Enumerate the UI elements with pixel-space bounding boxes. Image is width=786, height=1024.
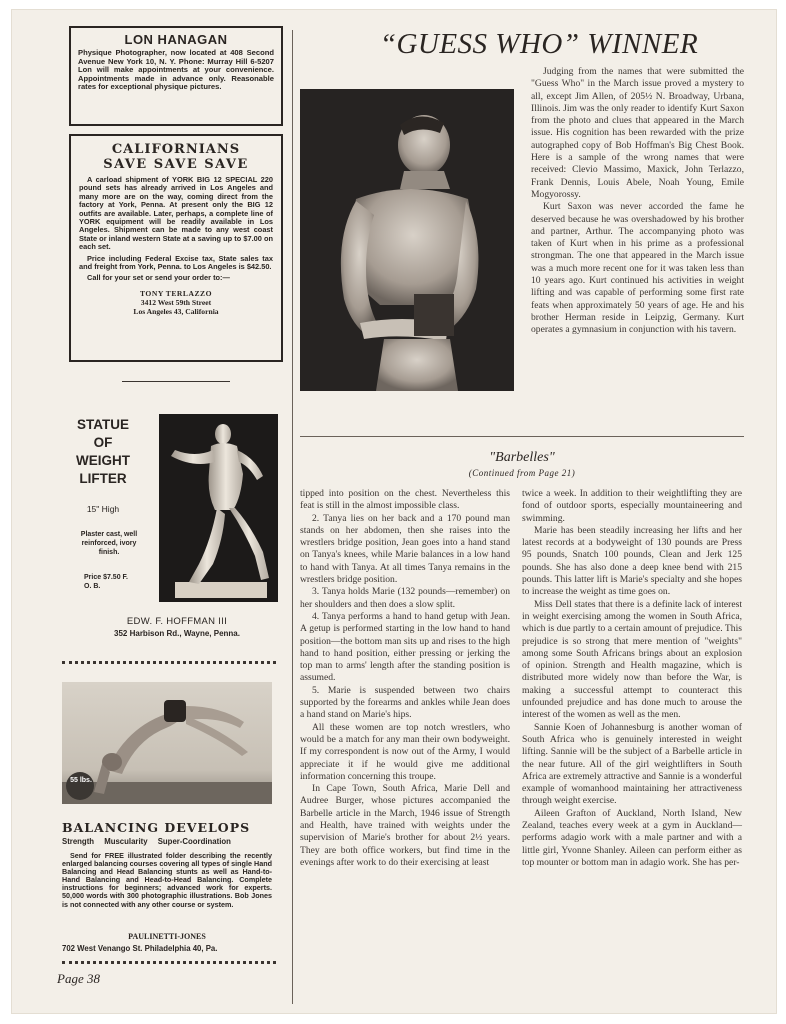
lon-hanagan-ad bbox=[69, 26, 283, 126]
balancing-title: BALANCING DEVELOPS bbox=[62, 820, 251, 835]
statue-seller: EDW. F. HOFFMAN III bbox=[126, 616, 228, 627]
statue-title bbox=[62, 416, 144, 488]
column-divider bbox=[292, 30, 293, 1004]
californians-body-2: Price including Federal Excise tax, State sales tax and freight from York, Penna. to Los Angeles is $42.50. bbox=[79, 253, 273, 272]
californians-body-3: Call for your set or send your order to:— bbox=[87, 273, 230, 283]
barbelles-col2-paragraph: twice a week. In addition to their weightlifting they are fond of outdoor sports, especially mountaineering and swimming. bbox=[522, 488, 742, 524]
kurt-saxon-figure bbox=[300, 89, 514, 391]
californians-address-2: Los Angeles 43, California bbox=[133, 306, 219, 316]
balancing-photo bbox=[62, 682, 272, 804]
californians-address-1: 3412 West 59th Street bbox=[140, 297, 212, 307]
barbelles-col1-paragraph: 4. Tanya performs a hand to hand getup with Jean. A getup is performed starting in the low hand to hand position—the bottom man sits up and rises to the high hand to hand position, either pressing or jerking the top man to arms' length after the standing position is assumed. bbox=[300, 610, 510, 684]
balancing-address: 702 West Venango St. Philadelphia 40, Pa. bbox=[62, 944, 218, 953]
balancing-weight-label: 55 lbs. bbox=[70, 777, 92, 784]
statue-material: Plaster cast, well reinforced, ivory finish. bbox=[80, 531, 138, 556]
statue-title-line-4: LIFTER bbox=[79, 471, 127, 486]
left-divider-3 bbox=[62, 961, 276, 964]
californians-headline: SAVE SAVE SAVE bbox=[103, 157, 249, 172]
statue-ad bbox=[62, 414, 292, 654]
barbelles-col2-paragraph: Sannie Koen of Johannesburg is another woman of South Africa who is genuinely interested in weight lifting. Sannie will be the subject of a Barbelle article in the near future. All of the girl weightlifters in South Africa are extremely attractive and Sannie is a wonderful example of womanhood maintaining her attractiveness through weight exercise. bbox=[522, 721, 742, 807]
statue-photo bbox=[159, 414, 278, 602]
balancing-subtitle: Strength Muscularity Super-Coordination bbox=[62, 837, 231, 846]
left-divider-2 bbox=[62, 661, 276, 664]
barbelles-column-1 bbox=[300, 488, 510, 869]
guess-who-bottom-rule bbox=[300, 436, 744, 437]
barbelles-col2-paragraph: Marie has been steadily increasing her lifts and her latest records at a bodyweight of 130 pounds are Press 95 pounds, Snatch 100 pounds, Clean and Jerk 125 pounds. She has also done a deep knee bend with 215 pounds. This latter lift is Marie's specialty and she hopes to increase the weight as time goes on. bbox=[522, 524, 742, 598]
barbelles-col1-paragraph: All these women are top notch wrestlers, who would be a match for any man their own bodyweight. If my correspondent is now out of the Army, I would appreciate it if he would give me additional information concerning this troupe. bbox=[300, 721, 510, 782]
statue-address: 352 Harbison Rd., Wayne, Penna. bbox=[114, 629, 240, 638]
californians-ad bbox=[69, 134, 283, 362]
statue-height: 15" High bbox=[86, 504, 120, 514]
barbelles-continued: (Continued from Page 21) bbox=[468, 468, 576, 478]
guess-who-title: “GUESS WHO” WINNER bbox=[379, 28, 699, 60]
guess-who-paragraph-2: Kurt Saxon was never accorded the fame he deserved because he was overshadowed by his brother and partner, Arthur. The accompanying photo was taken of Kurt when in his prime as a professional strongman. The one that appeared in the March issue was a much more recent one for it was taken less than 10 years ago. Kurt continued his activities in weight lifting and was capable of performing some first rate feats when approximately 50 years of age. He and his brother Herman reside in Leipzig, Germany. Kurt operates a gymnasium in conjunction with his tavern. bbox=[531, 201, 744, 336]
magazine-page bbox=[11, 9, 777, 1014]
guess-who-article bbox=[531, 66, 744, 337]
balancing-name: PAULINETTI-JONES bbox=[128, 932, 206, 941]
californians-title: CALIFORNIANS bbox=[111, 142, 241, 157]
balancing-body: Send for FREE illustrated folder describing the recently enlarged balancing courses covering all types of single Hand Balancing and Head Balancing stunts as well as Hand-to-Hand Balancing and Head-to-Head Balancing. Complete instructions for beginners; advanced work for experts. 50,000 words with 300 photographic illustrations. Bob Jones is not connected with any other course or system. bbox=[62, 851, 272, 909]
lon-hanagan-body: Physique Photographer, now located at 408 Second Avenue New York 10, N. Y. Phone: Murray Hill 6-5207 Lon will make appointments at your convenience. Appointments made in advance only. Reasonable rates for exceptional physique pictures. bbox=[78, 48, 274, 92]
statue-title-line-3: WEIGHT bbox=[76, 453, 130, 468]
barbelles-col2-paragraph: Miss Dell states that there is a definite lack of interest in weight exercising among the women in South Africa, which is due partly to a certain amount of prejudice. This prejudice is so strong that mere mention of "weights" among some South Africans brings about an explosion of opinion. Strength and Health magazine, which is distributed more widely now than before the War, is making a successful attempt to counteract this unfounded prejudice and has done much to arouse the interest of the women as well as the men. bbox=[522, 598, 742, 721]
statue-title-line-1: STATUE bbox=[77, 417, 129, 432]
barbelles-title: "Barbelles" bbox=[489, 450, 555, 465]
californians-body-1: A carload shipment of YORK BIG 12 SPECIAL 220 pound sets has already arrived in Los Angeles and many more are on the way, coming direct from the factory at York, Penna. At present only the BIG 12 outfits are available. Later, perhaps, a complete line of YORK equipment will be readily available in Los Angeles. Shipment can be made to any west coast State or inland western State at a saving up to $7.00 on each set. bbox=[79, 175, 273, 252]
lon-hanagan-title: LON HANAGAN bbox=[124, 32, 228, 47]
barbelles-col1-paragraph: 5. Marie is suspended between two chairs supported by the forearms and ankles while Jean does a hand stand on Marie's hips. bbox=[300, 684, 510, 721]
barbelles-col1-paragraph: 3. Tanya holds Marie (132 pounds—remember) on her shoulders and then does a slow split. bbox=[300, 586, 510, 610]
barbelles-col1-paragraph: 2. Tanya lies on her back and a 170 pound man stands on her abdomen, then she raises into the wrestlers bridge position, Jean goes into a hand stand on Tanya's knees, while Marie balances in a low hand to hand with Tanya. At all times Tanya remains in the wrestlers bridge position. bbox=[300, 512, 510, 586]
balancer-figure bbox=[62, 682, 272, 804]
left-divider-1 bbox=[122, 381, 230, 382]
californians-name: TONY TERLAZZO bbox=[140, 288, 212, 298]
kurt-saxon-photo bbox=[300, 89, 514, 391]
statue-price: Price $7.50 F. O. B. bbox=[84, 574, 128, 590]
barbelles-column-2 bbox=[522, 488, 742, 869]
balancing-ad bbox=[62, 682, 278, 968]
weightlifter-statue-figure bbox=[159, 414, 278, 602]
statue-title-line-2: OF bbox=[93, 435, 113, 450]
barbelles-col1-paragraph: tipped into position on the chest. Nevertheless this feat is still in the almost impossible class. bbox=[300, 488, 510, 512]
page-number: Page 38 bbox=[57, 971, 100, 986]
barbelles-col2-paragraph: Aileen Grafton of Auckland, North Island, New Zealand, teaches every week at a gym in Auckland—performs adagio work with a male partner and with a little girl, Yvonne Shanley. Aileen can perform either as top mounter or bottom man in adagio work. She has per- bbox=[522, 807, 742, 868]
barbelles-col1-paragraph: In Cape Town, South Africa, Marie Dell and Audree Burger, whose pictures accompanied the Barbelle article in the March, 1946 issue of Strength and Health, have trained with weights under the supervision of Marie's brother for about 2½ years. They are both office workers, but find time in the evenings after work to do their exercising at least bbox=[300, 783, 510, 868]
guess-who-paragraph-1: Judging from the names that were submitted the "Guess Who" in the March issue proved a mystery to all, except Jim Allen, of 205½ N. Broadway, Urbana, Illinois. Jim was the only reader to identify Kurt Saxon from the photo and clues that appeared in the March issue. His cognition has been rewarded with the prize autographed copy of Bob Hoffman's Big Chest Book. Here is a sample of the wrong names that were received: Clevio Massimo, Maxick, John Terlazzo, Frank Dennis, Louis Abele, Noah Young, Emile Mogyorossy. bbox=[531, 66, 744, 200]
